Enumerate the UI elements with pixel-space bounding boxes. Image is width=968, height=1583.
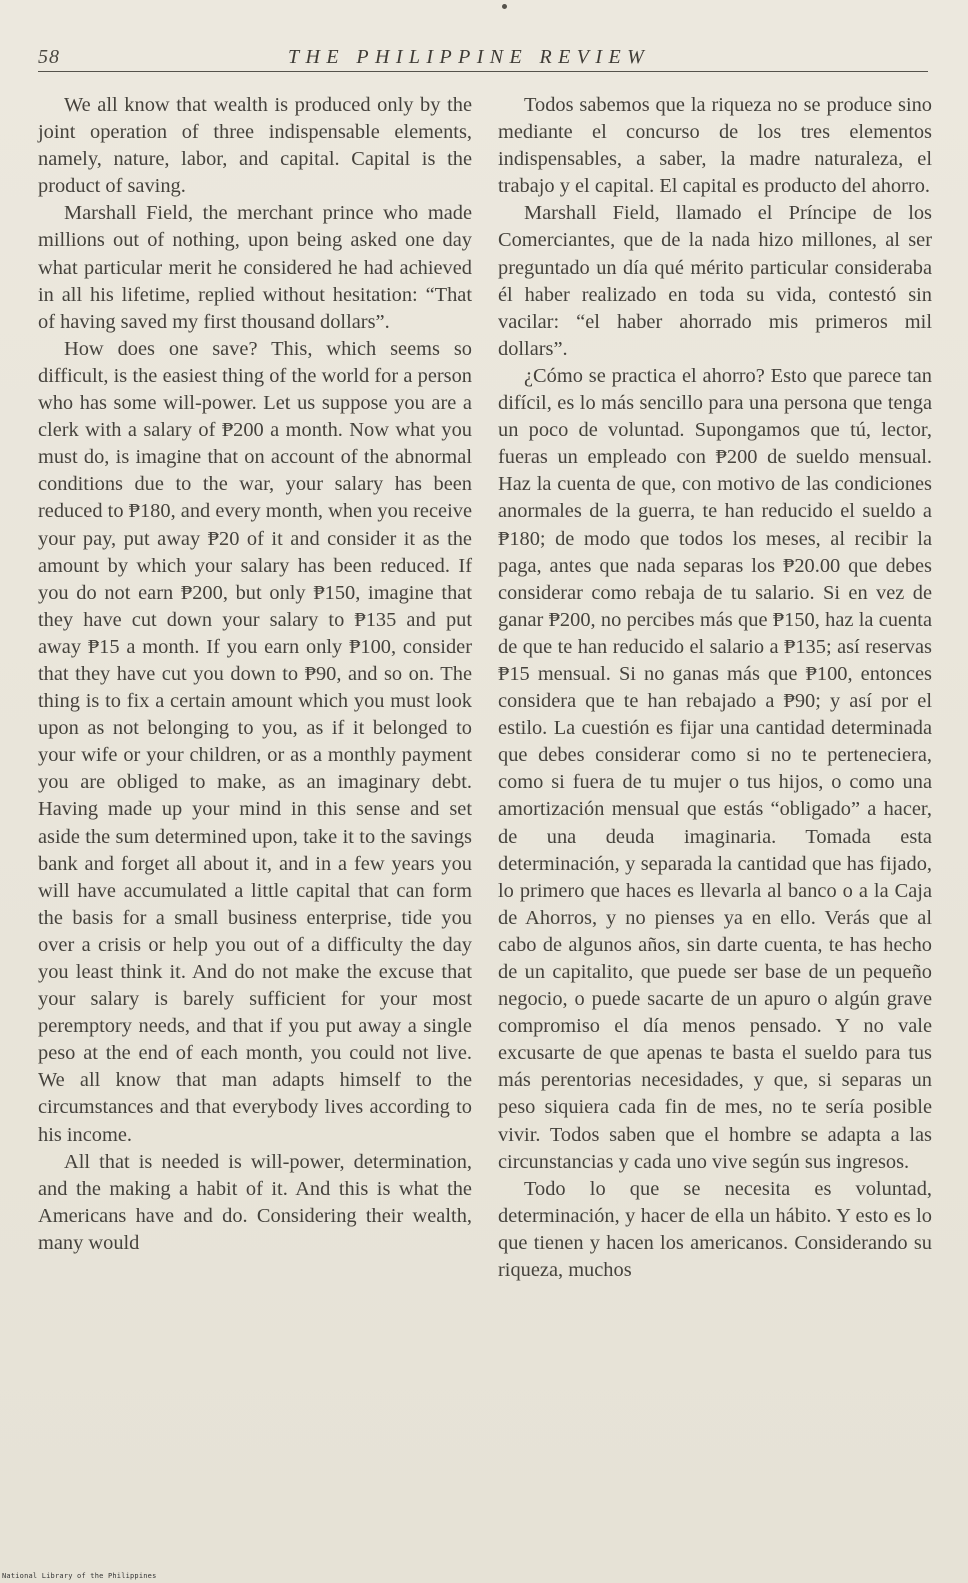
- print-mark: [502, 4, 507, 9]
- journal-title: THE PHILIPPINE REVIEW: [288, 46, 651, 68]
- header-rule: [38, 71, 928, 72]
- spanish-paragraph: Todos sabemos que la riqueza no se produce sino mediante el concurso de los tres elementos indispensables, a saber, la madre naturaleza, el trabajo y el capital. El capital es producto del ahorro.: [498, 94, 932, 198]
- english-paragraph: All that is needed is will-power, determination, and the making a habit of it. And this is what the Americans have and do. Considering their wealth, many would: [38, 1150, 472, 1254]
- english-paragraph: Marshall Field, the merchant prince who made millions out of nothing, upon being asked one day what particular merit he considered he had achieved in all his lifetime, replied without hesitation: “That of having saved my first thousand dollars”.: [38, 202, 472, 333]
- spanish-paragraph: ¿Cómo se practica el ahorro? Esto que parece tan difícil, es lo más sencillo para una persona que tenga un poco de voluntad. Supongamos que tú, lector, fueras un empleado con ₱200 de sueldo mensual. Haz la cuenta de que, con motivo de las condiciones anormales de la guerra, te han reducido el sueldo a ₱180; de modo que todos los meses, al recibir la paga, antes que nada separas los ₱20.00 que debes considerar como rebaja de tu salario. Si en vez de ganar ₱200, no percibes más que ₱150, haz la cuenta de que te han reducido el salario a ₱135; así reservas ₱15 mensual. Si no ganas más que ₱100, entonces considera que te han rebajado a ₱90; y así por el estilo. La cuestión es fijar una cantidad determinada que debes considerar como si no te perteneciera, como si fuera de tu mujer o tus hijos, o como una amortización mensual que estás “obligado” a hacer, de una deuda imaginaria. Tomada esta determinación, y separada la cantidad que has fijado, lo primero que haces es llevarla al banco o a la Caja de Ahorros, y no pienses ya en ello. Verás que al cabo de algunos años, sin darte cuenta, te has hecho de un capitalito, que puede ser base de un pequeño negocio, o puede sacarte de un apuro o algún grave compromiso el día menos pensado. Y no vale excusarte de que apenas te basta el sueldo para tus más perentorias necesidades, y que, si separas un peso siquiera cada fin de mes, no te sería posible vivir. Todos saben que el hombre se adapta a las circunstancias y cada uno vive según sus ingresos.: [498, 364, 932, 1173]
- english-paragraph: How does one save? This, which seems so difficult, is the easiest thing of the world for a person who has some will-power. Let us suppose you are a clerk with a salary of ₱200 a month. Now what you must do, is imagine that on account of the abnormal conditions due to the war, your salary has been reduced to ₱180, and every month, when you receive your pay, put away ₱20 of it and consider it as the amount by which your salary has been reduced. If you do not earn ₱200, but only ₱150, imagine that they have cut down your salary to ₱135 and put away ₱15 a month. If you earn only ₱100, consider that they have cut you down to ₱90, and so on. The thing is to fix a certain amount which you must look upon as not belonging to you, as if it belonged to your wife or your children, or as a monthly payment you are obliged to make, as an imaginary debt. Having made up your mind in this sense and set aside the sum determined upon, take it to the savings bank and forget all about it, and in a few years you will have accumulated a little capital that can form the basis for a small business enterprise, tide you over a crisis or help you out of a difficulty the day you least think it. And do not make the excuse that your salary is barely sufficient for your most peremptory needs, and that if you put away a single peso at the end of each month, you could not live. We all know that man adapts himself to the circumstances and that everybody lives according to his income.: [38, 337, 472, 1146]
- spanish-paragraph: Marshall Field, llamado el Príncipe de los Comerciantes, que de la nada hizo millones, al ser preguntado un día qué mérito particular consideraba él haber realizado en toda su vida, contestó sin vacilar: “el haber ahorrado mis primeros mil dollars”.: [498, 202, 932, 360]
- page-number: 58: [38, 46, 60, 68]
- library-credit: National Library of the Philippines: [2, 1572, 157, 1580]
- english-column: [38, 92, 472, 1257]
- english-paragraph: We all know that wealth is produced only by the joint operation of three indispensable elements, namely, nature, labor, and capital. Capital is the product of saving.: [38, 94, 472, 198]
- spanish-column: [498, 92, 932, 1284]
- page-header: [38, 46, 928, 72]
- spanish-paragraph: Todo lo que se necesita es voluntad, determinación, y hacer de ella un hábito. Y esto es lo que tienen y hacen los americanos. Considerando su riqueza, muchos: [498, 1177, 932, 1282]
